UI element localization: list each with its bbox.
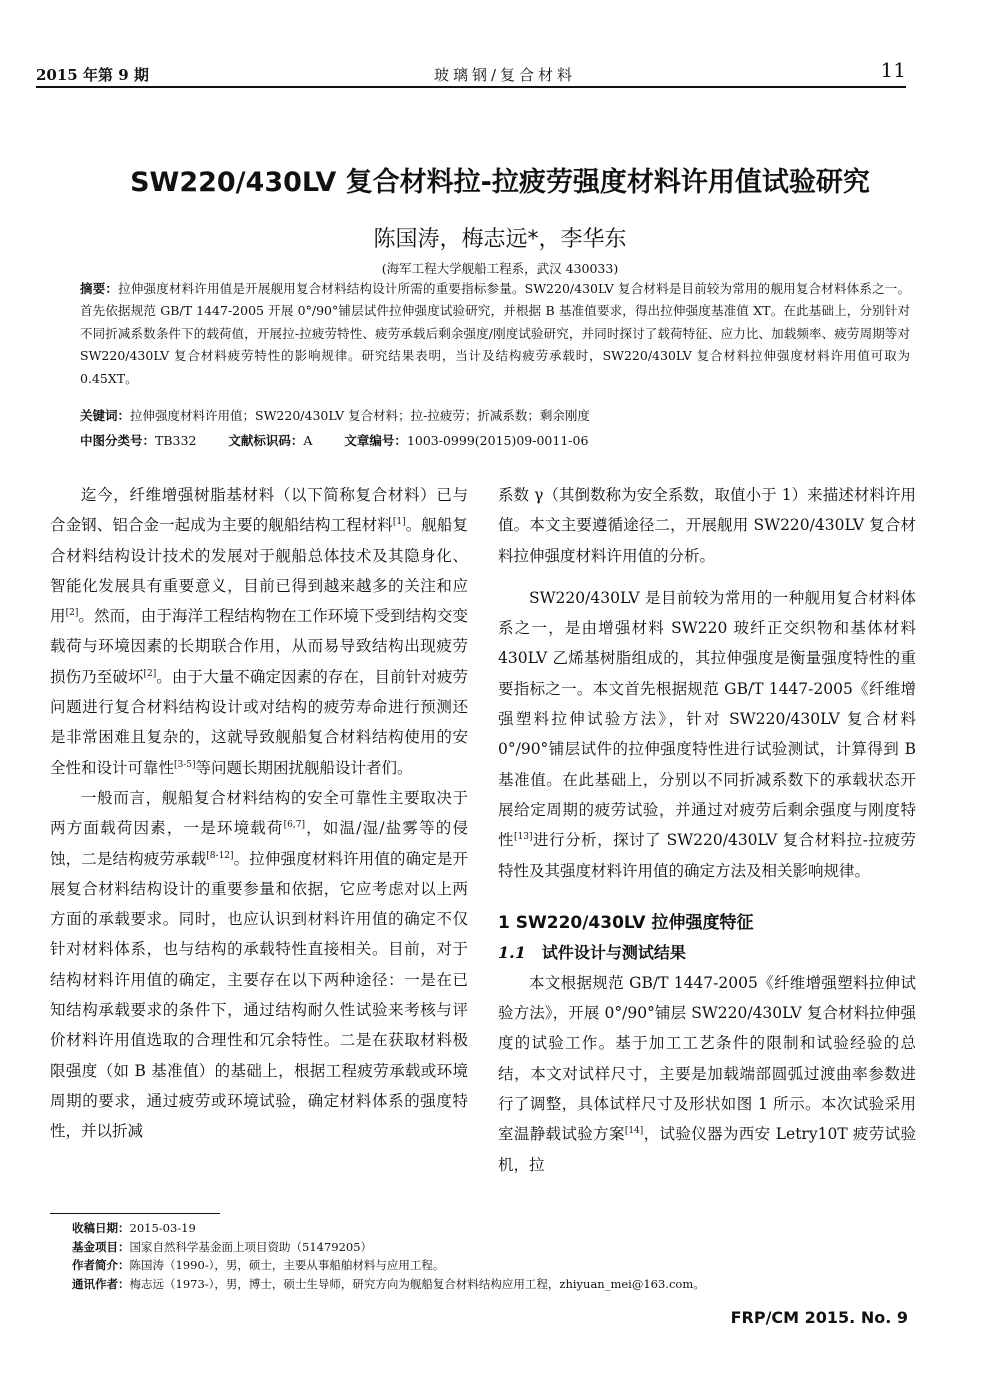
paragraph	[498, 583, 916, 886]
abstract-label: 摘要：	[80, 281, 119, 296]
text-run: 一般而言，舰船复合材料结构的安全可靠性主要取决于两方面载荷因素，一是环境载荷	[50, 788, 468, 838]
footnotes	[72, 1219, 922, 1293]
footnote-text: 梅志远（1973-），男，博士，硕士生导师，研究方向为舰船复合材料结构应用工程，zhiyuan_mei@163.com。	[129, 1276, 705, 1291]
running-footer: FRP/CM 2015. No. 9	[730, 1308, 908, 1327]
text-run: ，试验仪器为西安 Letry10T 疲劳试验机，拉	[498, 1125, 916, 1174]
text-run: ，如温/湿/盐雾等的侵蚀，二是结构疲劳承载	[50, 819, 468, 868]
text-run: 等问题长期困扰舰船设计者们。	[195, 758, 413, 777]
issue-label: 2015 年第 9 期	[36, 66, 149, 84]
text-run: 。舰船复合材料结构设计技术的发展对于舰船总体技术及其隐身化、智能化发展具有重要意义，目前已得到越来越多的关注和应用	[50, 516, 468, 626]
running-header	[36, 56, 906, 88]
classification-line	[80, 431, 910, 451]
citation: [6,7]	[283, 820, 305, 831]
citation: [8-12]	[206, 850, 234, 861]
footnote-rule	[50, 1213, 220, 1214]
subsection-title: 试件设计与测试结果	[541, 942, 686, 962]
subsection-heading	[498, 938, 916, 968]
art-label: 文章编号：	[344, 433, 407, 448]
footnote-label: 通讯作者：	[72, 1276, 130, 1291]
citation: [2]	[143, 668, 157, 679]
paragraph	[50, 480, 468, 783]
journal-name: 玻璃钢/复合材料	[434, 66, 577, 84]
citation: [14]	[624, 1126, 644, 1137]
citation: [13]	[514, 832, 533, 843]
clc-value: TB332	[155, 433, 197, 448]
citation: [3-5]	[174, 759, 196, 770]
text-run: SW220/430LV 是目前较为常用的一种舰用复合材料体系之一，是由增强材料 SW220 玻纤正交织物和基体材料 430LV 乙烯基树脂组成的，其拉伸强度是衡量强度特性的重要指标之一。本文首先根据规范 GB/T 1447-2005《纤维增强塑料拉伸试验方法》，针对 SW220/430LV 复合材料 0°/90°铺层试件的拉伸强度特性进行试验测试，计算得到 B 基准值。在此基础上，分别以不同折减系数下的承载状态开展给定周期的疲劳试验，并通过对疲劳后剩余强度与刚度特性	[498, 588, 916, 850]
doc-label: 文献标识码：	[228, 433, 304, 448]
paper-title: SW220/430LV 复合材料拉-拉疲劳强度材料许用值试验研究	[130, 167, 870, 198]
clc-number	[80, 431, 196, 451]
author-bio	[72, 1256, 922, 1275]
article-number	[344, 431, 588, 451]
page-number: 11	[880, 58, 906, 82]
footnote-label: 基金项目：	[72, 1239, 130, 1254]
footnote-text: 国家自然科学基金面上项目资助（51479205）	[129, 1239, 373, 1254]
text-run: 迄今，纤维增强树脂基材料（以下简称复合材料）已与合金钢、铝合金一起成为主要的舰船结构工程材料	[50, 486, 468, 535]
subsection-number: 1.1	[498, 942, 526, 962]
text-run: 。由于大量不确定因素的存在，目前针对疲劳问题进行复合材料结构设计或对结构的疲劳寿命进行预测还是非常困难且复杂的，这就导致舰船复合材料结构使用的安全性和设计可靠性	[50, 667, 468, 777]
art-value: 1003-0999(2015)09-0011-06	[406, 433, 589, 448]
abstract	[80, 278, 910, 390]
section-heading: 1 SW220/430LV 拉伸强度特征	[498, 912, 754, 933]
citation: [2]	[65, 608, 79, 619]
citation: [1]	[392, 517, 406, 528]
right-column	[498, 480, 916, 1180]
left-column	[50, 480, 468, 1147]
paragraph: 系数 γ（其倒数称为安全系数，取值小于 1）来描述材料许用值。本文主要遵循途径二，开展舰用 SW220/430LV 复合材料拉伸强度材料许用值的分析。	[498, 486, 916, 565]
keywords-text: 拉伸强度材料许用值；SW220/430LV 复合材料；拉-拉疲劳；折减系数；剩余刚度	[130, 408, 590, 423]
document-code	[228, 431, 312, 451]
text-run: 。然而，由于海洋工程结构物在工作环境下受到结构交变载荷与环境因素的长期联合作用，从而易导致结构出现疲劳损伤乃至破坏	[50, 607, 468, 686]
text-run: 本文根据规范 GB/T 1447-2005《纤维增强塑料拉伸试验方法》，开展 0°/90°铺层 SW220/430LV 复合材料拉伸强度的试验工作。基于加工工艺条件的限制和试验经验的总结，本文对试样尺寸，主要是加载端部圆弧过渡曲率参数进行了调整，具体试样尺寸及形状如图 1 所示。本次试验采用室温静载试验方案	[498, 973, 916, 1144]
text-run: 。拉伸强度材料许用值的确定是开展复合材料结构设计的重要参量和依据，它应考虑对以上两方面的承载要求。同时，也应认识到材料许用值的确定不仅针对材料体系，也与结构的承载特性直接相关。目前，对于结构材料许用值的确定，主要存在以下两种途径：一是在已知结构承载要求的条件下，通过结构耐久性试验来考核与评价材料许用值选取的合理性和冗余特性。二是在获取材料极限强度（如 B 基准值）的基础上，根据工程疲劳承载或环境周期的要求，通过疲劳或环境试验，确定材料体系的强度特性，并以折减	[50, 849, 468, 1141]
footnote-label: 收稿日期：	[72, 1221, 130, 1235]
keywords-label: 关键词：	[80, 408, 131, 423]
text-run: 进行分析，探讨了 SW220/430LV 复合材料拉-拉疲劳特性及其强度材料许用值的确定方法及相关影响规律。	[498, 831, 916, 880]
affiliation: (海军工程大学舰船工程系，武汉 430033)	[381, 261, 619, 276]
keywords	[80, 406, 910, 426]
paragraph	[498, 968, 916, 1180]
footnote-text: 2015-03-19	[129, 1221, 196, 1235]
abstract-text: 拉伸强度材料许用值是开展舰用复合材料结构设计所需的重要指标参量。SW220/430LV 复合材料是目前较为常用的舰用复合材料体系之一。首先依据规范 GB/T 1447-2005 开展 0°/90°铺层试件拉伸强度试验研究，并根据 B 基准值要求，得出拉伸强度基准值 XT。在此基础上，分别针对不同折减系数条件下的载荷值，开展拉-拉疲劳特性、疲劳承载后剩余强度/刚度试验研究，并同时探讨了载荷特征、应力比、加载频率、疲劳周期等对 SW220/430LV 复合材料疲劳特性的影响规律。研究结果表明，当计及结构疲劳承载时，SW220/430LV 复合材料拉伸强度材料许用值可取为 0.45XT。	[80, 281, 910, 386]
doc-value: A	[303, 433, 313, 448]
fund-project	[72, 1238, 922, 1257]
received-date	[72, 1219, 922, 1238]
clc-label: 中图分类号：	[80, 433, 156, 448]
paragraph	[50, 783, 468, 1147]
footnote-label: 作者简介：	[72, 1258, 130, 1272]
footnote-text: 陈国涛（1990-），男，硕士，主要从事船舶材料与应用工程。	[129, 1258, 445, 1272]
corresponding-author	[72, 1275, 922, 1294]
author-list: 陈国涛，梅志远*，李华东	[373, 227, 627, 252]
